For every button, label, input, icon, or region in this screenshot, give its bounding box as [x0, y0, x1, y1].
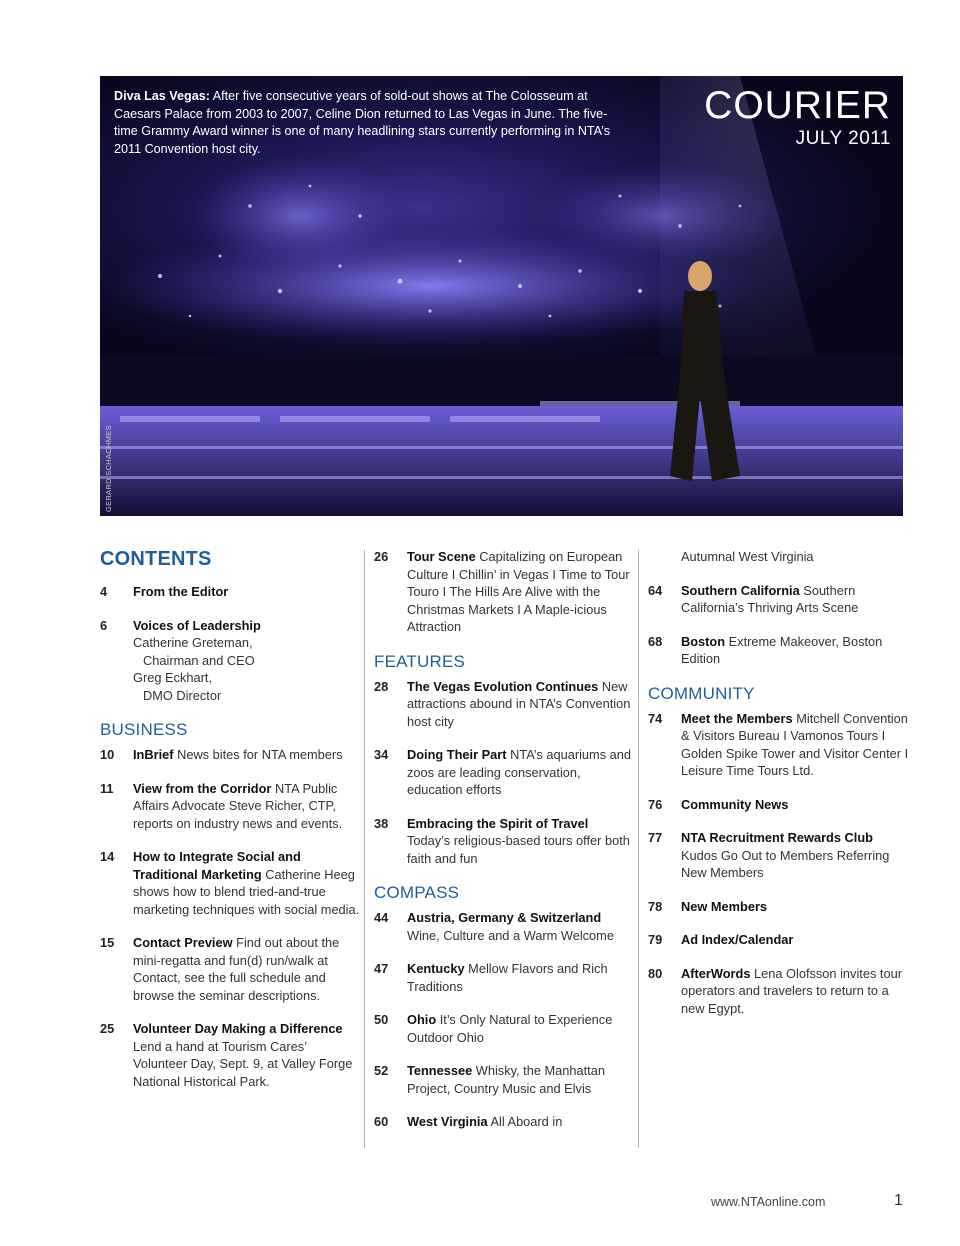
cover-caption-body: After five consecutive years of sold-out shows at The Colosseum at Caesars Palace from 2003 to 2007, Celine Dion returned to Las Vegas in June. The five-time Grammy Award winner is one of many headlining stars currently performing in NTA’s 2011 Convention host city. [114, 89, 611, 156]
toc-entry-title: Embracing the Spirit of Travel [407, 815, 589, 831]
toc-entry-description: Extreme Makeover, Boston Edition [681, 633, 883, 666]
toc-entry-description: Mitchell Convention & Visitors Bureau I Vamonos Tours I Golden Spike Tower and Visitor Center I Leisure Time Tours Ltd. [681, 710, 909, 778]
toc-entry-line: Catherine Greteman, [133, 635, 253, 650]
toc-entry-line: Greg Eckhart, [133, 670, 212, 685]
features-list [374, 678, 632, 868]
toc-page-number: 64 [648, 582, 663, 598]
toc-page-number: 78 [648, 898, 663, 914]
toc-entry[interactable] [374, 1113, 632, 1131]
magazine-title: COURIER [704, 84, 891, 127]
toc-entry-title: Contact Preview [133, 935, 233, 950]
toc-entry[interactable] [648, 710, 910, 780]
toc-page-number: 15 [100, 935, 115, 950]
toc-page-number: 60 [374, 1114, 389, 1129]
toc-entry-line: Chairman and CEO [143, 652, 255, 668]
toc-entry-description: All Aboard in [487, 1114, 563, 1129]
contents-heading: CONTENTS [100, 548, 212, 570]
destination-list [648, 582, 910, 668]
toc-entry[interactable] [648, 931, 910, 949]
toc-entry-description: Wine, Culture and a Warm Welcome [407, 927, 614, 943]
toc-entry[interactable] [374, 1011, 632, 1046]
community-list [648, 710, 910, 1018]
toc-page-number: 34 [374, 747, 389, 762]
toc-entry-title: The Vegas Evolution Continues [407, 678, 599, 694]
toc-page-number: 76 [648, 796, 663, 812]
toc-entry-description: Today’s religious-based tours offer both faith and fun [407, 833, 630, 866]
toc-entry-description: Whisky, the Manhattan Project, Country Music and Elvis [407, 1063, 605, 1096]
toc-entry-title: View from the Corridor [133, 780, 272, 796]
section-heading-compass: COMPASS [374, 883, 460, 902]
tour-scene-list [374, 548, 632, 636]
cover-caption-lead: Diva Las Vegas: [114, 89, 210, 103]
issue-date: JULY 2011 [795, 128, 891, 149]
toc-entry[interactable] [648, 633, 910, 668]
photo-credit: GERARD SCHACHMES [104, 425, 113, 512]
toc-entry-title: NTA Recruitment Rewards Club [681, 830, 873, 845]
toc-entry[interactable] [100, 934, 362, 1004]
toc-entry[interactable] [374, 815, 632, 868]
toc-entry[interactable] [648, 829, 910, 882]
cover-photo [100, 76, 903, 516]
toc-page-number: 10 [100, 747, 115, 762]
toc-continued-text: Autumnal West Virginia [681, 549, 814, 564]
toc-entry-title: Doing Their Part [407, 747, 507, 762]
section-heading-features: FEATURES [374, 651, 466, 671]
section-heading-community: COMMUNITY [648, 683, 755, 703]
contents-column-3 [648, 548, 910, 1033]
toc-entry-title: Southern California [681, 582, 800, 598]
toc-entry[interactable] [648, 796, 910, 814]
footer-url[interactable]: www.NTAonline.com [711, 1195, 826, 1209]
toc-page-number: 11 [100, 780, 114, 796]
toc-page-number: 38 [374, 815, 389, 831]
toc-entry[interactable] [374, 678, 632, 731]
toc-entry-description: NTA Public Affairs Advocate Steve Richer, CTP, reports on industry news and events. [133, 780, 343, 831]
toc-page-number: 4 [100, 584, 108, 599]
toc-entry-description: It’s Only Natural to Experience Outdoor Ohio [407, 1012, 613, 1045]
section-heading-business: BUSINESS [100, 720, 188, 739]
toc-entry[interactable] [100, 780, 362, 833]
toc-entry-description: Find out about the mini-regatta and fun(d) run/walk at Contact, see the full schedule and browse the seminar descriptions. [133, 935, 340, 1003]
toc-entry-description: Mellow Flavors and Rich Traditions [407, 961, 608, 994]
toc-entry-title: New Members [681, 898, 768, 914]
toc-entry-title: Meet the Members [681, 710, 793, 726]
contents-column-2 [374, 548, 632, 1147]
toc-entry[interactable] [100, 848, 362, 918]
toc-entry-title: Kentucky [407, 961, 465, 976]
toc-entry-description: Lend a hand at Tourism Cares’ Volunteer Day, Sept. 9, at Valley Forge National Historical Park. [133, 1038, 353, 1089]
toc-page-number: 25 [100, 1021, 115, 1036]
toc-entry-title: Austria, Germany & Switzerland [407, 910, 602, 925]
toc-entry-description: Catherine Heeg shows how to blend tried-and-true marketing techniques with social media. [133, 866, 360, 917]
toc-entry-description: Capitalizing on European Culture I Chillin’ in Vegas I Time to Tour Touro I The Hills Are Alive with the Christmas Markets I A Maple-icious Attraction [407, 549, 630, 634]
toc-page-number: 68 [648, 633, 663, 649]
toc-page-number: 74 [648, 710, 663, 726]
toc-page-number: 80 [648, 965, 663, 981]
toc-entry-title: AfterWords [681, 965, 751, 981]
toc-entry-title: Boston [681, 633, 726, 649]
toc-entry[interactable] [100, 583, 362, 601]
toc-page-number: 26 [374, 549, 389, 564]
toc-entry-description: Southern California’s Thriving Arts Scene [681, 582, 859, 615]
toc-page-number: 52 [374, 1063, 389, 1078]
cover-caption [114, 88, 614, 158]
toc-entry-title: Tour Scene [407, 549, 476, 564]
toc-entry-line: DMO Director [143, 687, 222, 703]
page-number: 1 [894, 1192, 903, 1209]
toc-entry[interactable] [374, 746, 632, 799]
contents-column-1 [100, 548, 362, 1106]
toc-entry[interactable] [374, 1062, 632, 1097]
toc-entry-description: NTA’s aquariums and zoos are leading conservation, education efforts [407, 747, 632, 797]
toc-entry-description: Kudos Go Out to Members Referring New Members [681, 847, 890, 880]
toc-entry[interactable] [374, 909, 632, 944]
toc-entry[interactable] [374, 960, 632, 995]
toc-entry-title: Volunteer Day Making a Difference [133, 1021, 343, 1036]
toc-entry-title: From the Editor [133, 584, 229, 599]
toc-page-number: 44 [374, 910, 389, 925]
toc-entry[interactable] [100, 617, 362, 705]
toc-page-number: 79 [648, 932, 663, 947]
toc-entry-title: InBrief [133, 747, 174, 762]
toc-page-number: 77 [648, 830, 663, 845]
toc-entry-description: New attractions abound in NTA’s Convention host city [407, 678, 631, 729]
toc-entry-title: Ad Index/Calendar [681, 932, 794, 947]
toc-entry-title: Tennessee [407, 1063, 473, 1078]
toc-entry-title: Community News [681, 796, 789, 812]
masthead [704, 86, 891, 150]
toc-entry-description: News bites for NTA members [173, 747, 343, 762]
compass-list [374, 909, 632, 1131]
toc-entry[interactable] [374, 548, 632, 636]
toc-page-number: 47 [374, 961, 389, 976]
toc-entry-title: Voices of Leadership [133, 617, 261, 633]
toc-entry-title: Ohio [407, 1012, 437, 1027]
toc-entry[interactable] [648, 965, 910, 1018]
toc-entry-title: How to Integrate Social and Traditional Marketing [133, 849, 301, 882]
toc-page-number: 28 [374, 678, 389, 694]
toc-page-number: 6 [100, 617, 108, 633]
toc-page-number: 14 [100, 849, 115, 864]
toc-entry[interactable] [100, 1020, 362, 1090]
toc-entry[interactable] [648, 582, 910, 617]
toc-entry-title: West Virginia [407, 1114, 488, 1129]
toc-entry[interactable] [100, 746, 362, 764]
toc-entry-description: Lena Olofsson invites tour operators and travelers to return to a new Egypt. [681, 965, 902, 1016]
business-list [100, 746, 362, 1090]
column-divider [364, 550, 365, 1148]
column-divider [638, 550, 639, 1148]
toc-entry[interactable] [648, 898, 910, 916]
toc-page-number: 50 [374, 1012, 389, 1027]
